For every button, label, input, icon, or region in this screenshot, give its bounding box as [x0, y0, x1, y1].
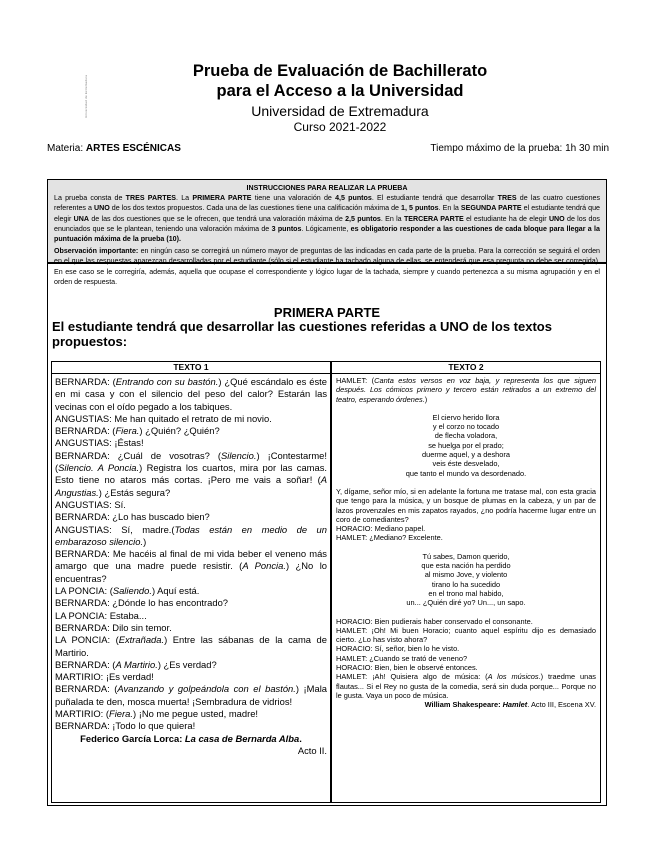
dialogue-line — [55, 511, 327, 523]
dialogue-text: BERNARDA: Dilo sin temor. — [55, 621, 172, 633]
texto1-work: La casa de Bernarda Alba — [184, 732, 300, 744]
texto1-signature — [55, 733, 327, 745]
instructions-text: . En la — [380, 214, 404, 223]
dialogue-text: ) — [143, 535, 147, 547]
verse-line: veis éste desvelado, — [432, 459, 500, 469]
dialogue-text: HAMLET: ¡Ah! Quisiera algo de música: ( — [336, 672, 488, 682]
dialogue-line — [55, 634, 327, 659]
dialogue-text: ) ¡Contestarme! ( — [55, 449, 327, 474]
instructions-text: el estudiante tendrá que elegir — [54, 204, 600, 223]
verse-line: El ciervo herido llora — [432, 412, 500, 422]
texto2-heading: TEXTO 2 — [332, 362, 600, 374]
dialogue-line — [55, 499, 327, 511]
verse-line: al mismo Jove, y violento — [424, 570, 508, 580]
dialogue-text: BERNARDA: ( — [55, 658, 116, 670]
dialogue-line — [55, 548, 327, 585]
subject-name: ARTES ESCÉNICAS — [85, 143, 181, 154]
dialogue-text: ) ¿Quién? ¿Quién? — [139, 425, 220, 437]
verse-line: tirano lo ha sucedido — [431, 579, 501, 589]
verse-line: que tanto el mundo va desordenado. — [405, 468, 527, 478]
dialogue-emph: Saliendo. — [112, 585, 152, 597]
instructions-emph: SEGUNDA PARTE — [460, 204, 522, 213]
dialogue-text: BERNARDA: ¡Todo lo que quiera! — [55, 720, 196, 732]
instructions-emph: 2,5 puntos — [345, 214, 381, 223]
instructions-text: . En la — [438, 204, 461, 213]
instructions-emph: 3 puntos — [271, 224, 302, 233]
texto2-author: William Shakespeare — [424, 700, 499, 710]
dialogue-emph: Avanzando y golpeándola con el bastón. — [117, 683, 296, 695]
instructions-text: . El estudiante tendrá que desarrollar — [371, 194, 498, 203]
dialogue-text: ANGUSTIAS: ¡Éstas! — [55, 437, 144, 449]
intro-emph: Canta estos versos en voz baja, y representa los que siguen después. Los cómicos primero y tercero están retirados a un extremo del teatro, esperando órdenes. — [336, 376, 596, 404]
instructions-emph: TERCERA PARTE — [403, 214, 464, 223]
part-title: PRIMERA PARTE — [273, 305, 381, 320]
instructions-text: La prueba consta de — [54, 194, 126, 203]
instructions-text: de las cuatro cuestiones referentes a — [54, 194, 601, 213]
texto1-dialogue — [55, 376, 327, 733]
dialogue-text: BERNARDA: ¿Lo has buscado bien? — [55, 511, 210, 523]
texto2-signature — [336, 700, 596, 709]
verse-line: de flecha voladora, — [434, 431, 498, 441]
instructions-emph: 4,5 puntos — [335, 194, 372, 203]
instructions-title: INSTRUCCIONES PARA REALIZAR LA PRUEBA — [246, 184, 408, 192]
instructions-emph: UNO — [548, 214, 565, 223]
dialogue-line — [55, 437, 327, 449]
dialogue-line — [55, 708, 327, 720]
dialogue-line — [55, 659, 327, 671]
instructions-text: . La — [176, 194, 193, 203]
instructions-paragraph — [54, 193, 600, 244]
instructions-text: . Lógicamente, — [301, 224, 351, 233]
dialogue-text: BERNARDA: ( — [55, 376, 116, 387]
side-note: Universidad de Extremadura — [84, 74, 88, 118]
texto1-sig-sep: : — [179, 732, 185, 744]
dialogue-text: BERNARDA: ( — [55, 683, 118, 695]
intro-text: ) — [424, 394, 428, 404]
dialogue-text: HAMLET: ¿Cuando se trató de veneno? — [336, 653, 468, 663]
university-name: Universidad de Extremadura — [251, 103, 429, 119]
instructions-text: de las dos cuestiones que se le ofrecen, que tendrá una valoración máxima de — [89, 214, 346, 223]
texto2-work: Hamlet — [502, 700, 528, 710]
instructions-emph: TRES — [497, 194, 517, 203]
dialogue-text: ANGUSTIAS: Sí. — [55, 498, 126, 510]
dialogue-line — [55, 524, 327, 549]
dialogue-text: HAMLET: ¡Oh! Mi buen Horacio; cuanto aquel espíritu dijo es demasiado cierto. ¿Lo has visto ahora? — [336, 625, 596, 645]
time-limit: Tiempo máximo de la prueba: 1h 30 min — [430, 143, 609, 154]
dialogue-line — [55, 622, 327, 634]
dialogue-text: BERNARDA: ( — [55, 425, 116, 437]
texto1-column — [51, 361, 331, 803]
dialogue-text: ) ¡Mala puñalada te den, mosca muerta! ¡Sembradura de vidrios! — [55, 683, 327, 707]
texto2-sig-end: . Acto III, Escena XV. — [527, 700, 596, 710]
instructions-emph: UNO — [93, 204, 110, 213]
dialogue-text: BERNARDA: Me hacéis al final de mi vida beber el veneno más amargo que una madre puede resistir. ( — [55, 548, 327, 572]
texto2-prose: Y, dígame, señor mío, si en adelante la fortuna me tratase mal, con esta gracia que tengo para la música, y un bosque de plumas en la cabeza, y un par de lazos provenzales en mis zapatos rayados, ¿no podría hacerme lugar entre un coro de comediantes? — [336, 486, 596, 524]
dialogue-text: MARTIRIO: ( — [55, 708, 109, 720]
instructions-emph: TRES PARTES — [125, 194, 177, 203]
texto2-column — [331, 361, 601, 803]
intro-text: HAMLET: ( — [336, 376, 375, 385]
dialogue-line — [55, 376, 327, 413]
dialogue-text: ) ¿Qué escándalo es éste en mi casa y con el silencio del peso del calor? Estarán las vecinas con el oído pegado a los tabiques. — [55, 376, 327, 412]
texto1-author: Federico García Lorca — [80, 732, 180, 744]
texto2-verse1 — [336, 413, 596, 478]
instructions-emph: 1, 5 puntos — [401, 204, 439, 213]
dialogue-text: HORACIO: Bien, bien le observé entonces. — [336, 663, 478, 673]
verse-line: se huelga por el prado; — [428, 440, 504, 450]
observation-text: en ningún caso se corregirá un número mayor de preguntas de las indicadas en cada parte de la prueba. Para la corrección se seguirá el orden en el que las respuestas aparezcan desarrolladas por el estudiante (sólo si el estudiante ha tachado alguna de ellas, se entenderá que esa pregunta no debe ser corregida). En ese caso se le corregiría, además, aquella que ocupase el correspondiente y lógico lugar de la tachada, siempre y cuando pertenezca a su misma agrupación y en el orden de respuesta. — [54, 247, 600, 286]
dialogue-line — [336, 644, 596, 653]
dialogue-line — [336, 654, 596, 663]
dialogue-text: LA PONCIA: Estaba... — [55, 609, 147, 621]
dialogue-text: ) traedme unas flautas... Si el Rey no gusta de la comedia, será sin duda porque... Porque no le gusta. Vaya un poco de música. — [336, 672, 596, 700]
dialogue-text: LA PONCIA: ( — [55, 585, 113, 597]
dialogue-line — [55, 683, 327, 708]
texto2-body — [332, 374, 600, 710]
verse-line: en el trono mal habido, — [428, 588, 504, 598]
dialogue-text: HORACIO: Bien pudierais haber conservado el consonante. — [336, 616, 533, 626]
texto2-dialogue — [336, 617, 596, 701]
dialogue-line — [336, 672, 596, 700]
instructions-emph: PRIMERA PARTE — [192, 194, 252, 203]
dialogue-line — [55, 720, 327, 732]
instructions-text: de los dos textos propuestos. Cada una de las cuestiones tiene una calificación máxima de — [109, 204, 402, 213]
dialogue-emph: A los músicos. — [487, 672, 541, 682]
dialogue-text: ANGUSTIAS: Sí, madre.( — [55, 523, 175, 535]
texto2-intro — [336, 376, 596, 404]
dialogue-text: ) ¿Estás segura? — [98, 486, 171, 498]
dialogue-text: LA PONCIA: ( — [55, 634, 119, 646]
dialogue-text: ANGUSTIAS: Me han quitado el retrato de mi novio. — [55, 412, 272, 424]
observation-label: Observación importante: — [54, 247, 139, 256]
dialogue-text: ) Aquí está. — [151, 585, 200, 597]
dialogue-text: HORACIO: Sí, señor, bien lo he visto. — [336, 644, 460, 654]
dialogue-line — [336, 626, 596, 645]
dialogue-emph: Todas están en medio de un embarazoso silencio. — [55, 523, 327, 547]
dialogue-text: BERNARDA: ¿Cuál de vosotras? ( — [55, 449, 222, 461]
dialogue-emph: A Martirio. — [115, 658, 158, 670]
verse-line: Tú sabes, Damon querido, — [422, 551, 510, 561]
verse-line: y el corzo no tocado — [432, 422, 500, 432]
dialogue-line — [55, 671, 327, 683]
dialogue-emph: Silencio. A Poncia. — [58, 462, 140, 474]
dialogue-line — [55, 610, 327, 622]
texto1-body — [52, 374, 330, 757]
dialogue-line — [55, 413, 327, 425]
texto2-sig-sep: : — [498, 700, 503, 710]
dialogue-text: ) Entre las sábanas de la cama de Martirio. — [55, 634, 327, 658]
part-description: El estudiante tendrá que desarrollar las cuestiones referidas a UNO de los textos propuestos: — [52, 319, 552, 349]
dialogue-line — [55, 450, 327, 499]
dialogue-emph: A Angustias. — [55, 474, 327, 498]
dialogue-text: ) ¿No lo encuentras? — [55, 560, 328, 584]
dialogue-text: BERNARDA: ¿Dónde lo has encontrado? — [55, 597, 229, 609]
dialogue-line — [55, 597, 327, 609]
instructions-text: tiene una valoración de — [251, 194, 336, 203]
page-title-line1: Prueba de Evaluación de Bachillerato — [192, 62, 488, 80]
texto2-verse2 — [336, 552, 596, 608]
dialogue-emph: Entrando con su bastón. — [115, 376, 219, 387]
page-title-line2: para el Acceso a la Universidad — [216, 82, 464, 100]
dialogue-line — [55, 425, 327, 437]
verse-line: un... ¿Quién diré yo? Un..., un sapo. — [406, 598, 526, 608]
instructions-text: el estudiante ha de elegir — [463, 214, 549, 223]
verse-line: que esta nación ha perdido — [421, 561, 511, 571]
dialogue-emph: Extrañada. — [118, 634, 165, 646]
dialogue-emph: Fiera. — [109, 708, 133, 720]
dialogue-emph: A Poncia. — [242, 560, 286, 572]
texto1-heading: TEXTO 1 — [52, 362, 330, 374]
instructions-emph: UNA — [73, 214, 90, 223]
texto1-sig-end: . — [299, 732, 302, 744]
dialogue-line — [336, 663, 596, 672]
instructions-emph: es obligatorio responder a las cuestiones de cada bloque para llegar a la puntuación máxima de la prueba (10). — [54, 224, 600, 244]
dialogue-text: MARTIRIO: ¡Es verdad! — [55, 671, 154, 683]
texto2-hamlet-line: HAMLET: ¿Mediano? Excelente. — [336, 533, 443, 543]
instructions-text: de los dos enunciados que se le plantean, teniendo una valoración máxima de — [54, 214, 600, 233]
dialogue-emph: Fiera. — [115, 425, 140, 437]
instructions-box — [47, 179, 607, 286]
course-label: Curso 2021-2022 — [293, 120, 387, 134]
dialogue-text: ) Registra los cuartos, mira por las camas. Esto tiene no ataros más cortas. ¡Pero me vais a soñar! ( — [55, 462, 327, 486]
texto2-horacio-line: HORACIO: Mediano papel. — [336, 524, 426, 534]
dialogue-line — [55, 585, 327, 597]
dialogue-text: ) ¿Es verdad? — [157, 658, 217, 670]
verse-line: duerme aquel, y a deshora — [422, 450, 510, 460]
dialogue-emph: Silencio. — [221, 449, 257, 461]
texto1-act: Acto II. — [297, 744, 327, 756]
subject-label: Materia: — [47, 143, 86, 154]
dialogue-text: ) ¡No me pegue usted, madre! — [132, 708, 259, 720]
dialogue-line — [336, 617, 596, 626]
subject-line — [47, 143, 181, 154]
